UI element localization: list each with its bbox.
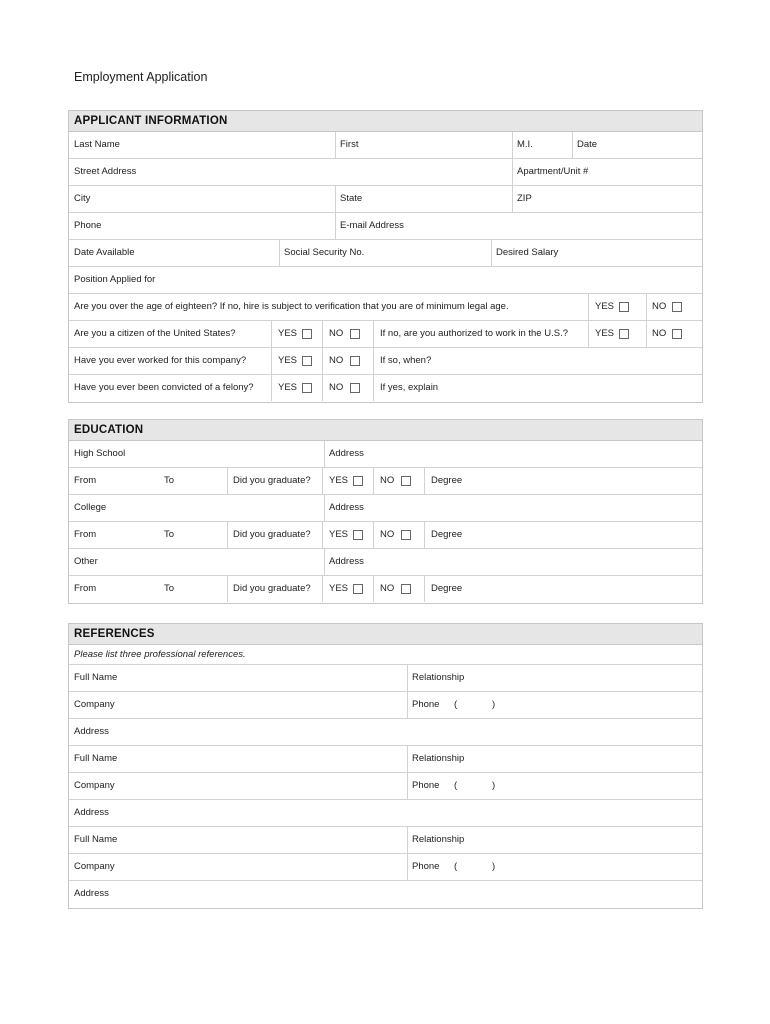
college-from-field[interactable]: From — [74, 529, 97, 540]
high-school-from-field[interactable]: From — [74, 475, 97, 486]
college-to-field[interactable]: To — [164, 529, 175, 540]
citizen-question-row — [69, 321, 702, 348]
references-header: REFERENCES — [69, 624, 702, 645]
citizen-yes-checkbox[interactable] — [302, 329, 312, 339]
middle-initial-field[interactable]: M.I. — [517, 139, 533, 150]
college-dates-row — [69, 522, 702, 549]
first-name-field[interactable]: First — [340, 139, 359, 150]
reference-1-phone-field[interactable]: Phone — [412, 699, 440, 710]
college-no-checkbox[interactable] — [401, 530, 411, 540]
other-yes-checkbox[interactable] — [353, 584, 363, 594]
reference-3-full-name-field[interactable]: Full Name — [74, 834, 118, 845]
reference-2-phone-paren-close: ) — [492, 780, 496, 791]
felony-no-checkbox[interactable] — [350, 383, 360, 393]
felony-question-row — [69, 375, 702, 402]
college-no-label: NO — [380, 529, 395, 540]
apartment-field[interactable]: Apartment/Unit # — [517, 166, 589, 177]
reference-3-phone-paren-open: ( — [454, 861, 458, 872]
felony-yes-label: YES — [278, 382, 298, 393]
other-row — [69, 549, 702, 576]
street-row — [69, 159, 702, 186]
authorized-question-label: If no, are you authorized to work in the U.S.? — [380, 328, 568, 339]
reference-2-company-row — [69, 773, 702, 800]
high-school-address-field[interactable]: Address — [329, 448, 364, 459]
email-field[interactable]: E-mail Address — [340, 220, 404, 231]
reference-3-address-row — [69, 881, 702, 908]
high-school-no-label: NO — [380, 475, 395, 486]
name-row — [69, 132, 702, 159]
age-no-label: NO — [652, 301, 667, 312]
reference-3-name-row — [69, 827, 702, 854]
felony-explain-field[interactable]: If yes, explain — [380, 382, 439, 393]
reference-3-phone-field[interactable]: Phone — [412, 861, 440, 872]
other-degree-field[interactable]: Degree — [431, 583, 463, 594]
reference-1-company-row — [69, 692, 702, 719]
high-school-to-field[interactable]: To — [164, 475, 175, 486]
other-school-field[interactable]: Other — [74, 556, 98, 567]
authorized-yes-label: YES — [595, 328, 615, 339]
authorized-yes-checkbox[interactable] — [619, 329, 629, 339]
high-school-dates-row — [69, 468, 702, 495]
other-yes-label: YES — [329, 583, 349, 594]
other-to-field[interactable]: To — [164, 583, 175, 594]
high-school-degree-field[interactable]: Degree — [431, 475, 463, 486]
authorized-no-label: NO — [652, 328, 667, 339]
position-row — [69, 267, 702, 294]
other-no-label: NO — [380, 583, 395, 594]
citizen-question-label: Are you a citizen of the United States? — [74, 328, 236, 339]
other-dates-row — [69, 576, 702, 603]
reference-3-company-field[interactable]: Company — [74, 861, 115, 872]
reference-1-phone-paren-open: ( — [454, 699, 458, 710]
worked-no-checkbox[interactable] — [350, 356, 360, 366]
citizen-yes-label: YES — [278, 328, 298, 339]
college-field[interactable]: College — [74, 502, 107, 513]
felony-question-label: Have you ever been convicted of a felony? — [74, 382, 254, 393]
reference-1-relationship-field[interactable]: Relationship — [412, 672, 465, 683]
college-degree-field[interactable]: Degree — [431, 529, 463, 540]
reference-1-address-row — [69, 719, 702, 746]
worked-when-field[interactable]: If so, when? — [380, 355, 432, 366]
age-yes-label: YES — [595, 301, 615, 312]
reference-2-name-row — [69, 746, 702, 773]
city-row — [69, 186, 702, 213]
felony-yes-checkbox[interactable] — [302, 383, 312, 393]
other-address-field[interactable]: Address — [329, 556, 364, 567]
availability-row — [69, 240, 702, 267]
date-field[interactable]: Date — [577, 139, 598, 150]
college-yes-label: YES — [329, 529, 349, 540]
reference-2-company-field[interactable]: Company — [74, 780, 115, 791]
desired-salary-field[interactable]: Desired Salary — [496, 247, 559, 258]
other-from-field[interactable]: From — [74, 583, 97, 594]
authorized-no-checkbox[interactable] — [672, 329, 682, 339]
high-school-no-checkbox[interactable] — [401, 476, 411, 486]
zip-field[interactable]: ZIP — [517, 193, 532, 204]
age-question-label: Are you over the age of eighteen? If no, hire is subject to verification that you are of minimum legal age. — [74, 301, 509, 312]
college-address-field[interactable]: Address — [329, 502, 364, 513]
worked-no-label: NO — [329, 355, 344, 366]
reference-1-address-field[interactable]: Address — [74, 726, 109, 737]
date-available-field[interactable]: Date Available — [74, 247, 135, 258]
education-section — [68, 419, 703, 604]
references-note: Please list three professional references. — [69, 645, 702, 665]
applicant-information-header: APPLICANT INFORMATION — [69, 111, 702, 132]
city-field[interactable]: City — [74, 193, 91, 204]
worked-yes-label: YES — [278, 355, 298, 366]
reference-2-address-row — [69, 800, 702, 827]
reference-2-full-name-field[interactable]: Full Name — [74, 753, 118, 764]
reference-2-address-field[interactable]: Address — [74, 807, 109, 818]
reference-3-company-row — [69, 854, 702, 881]
college-graduate-label: Did you graduate? — [233, 529, 311, 540]
reference-2-phone-field[interactable]: Phone — [412, 780, 440, 791]
position-applied-field[interactable]: Position Applied for — [74, 274, 156, 285]
high-school-row — [69, 441, 702, 468]
ssn-field[interactable]: Social Security No. — [284, 247, 365, 258]
applicant-information-section — [68, 110, 703, 403]
worked-question-label: Have you ever worked for this company? — [74, 355, 247, 366]
reference-1-company-field[interactable]: Company — [74, 699, 115, 710]
high-school-field[interactable]: High School — [74, 448, 126, 459]
age-no-checkbox[interactable] — [672, 302, 682, 312]
reference-2-relationship-field[interactable]: Relationship — [412, 753, 465, 764]
reference-1-full-name-field[interactable]: Full Name — [74, 672, 118, 683]
college-row — [69, 495, 702, 522]
reference-3-phone-paren-close: ) — [492, 861, 496, 872]
references-section — [68, 623, 703, 909]
reference-2-phone-paren-open: ( — [454, 780, 458, 791]
age-question-row — [69, 294, 702, 321]
worked-question-row — [69, 348, 702, 375]
other-graduate-label: Did you graduate? — [233, 583, 311, 594]
last-name-field[interactable]: Last Name — [74, 139, 120, 150]
citizen-no-checkbox[interactable] — [350, 329, 360, 339]
phone-row — [69, 213, 702, 240]
worked-yes-checkbox[interactable] — [302, 356, 312, 366]
felony-no-label: NO — [329, 382, 344, 393]
age-yes-checkbox[interactable] — [619, 302, 629, 312]
high-school-yes-checkbox[interactable] — [353, 476, 363, 486]
high-school-yes-label: YES — [329, 475, 349, 486]
reference-1-phone-paren-close: ) — [492, 699, 496, 710]
reference-3-relationship-field[interactable]: Relationship — [412, 834, 465, 845]
document-title: Employment Application — [74, 70, 208, 84]
other-no-checkbox[interactable] — [401, 584, 411, 594]
college-yes-checkbox[interactable] — [353, 530, 363, 540]
high-school-graduate-label: Did you graduate? — [233, 475, 311, 486]
education-header: EDUCATION — [69, 420, 702, 441]
phone-field[interactable]: Phone — [74, 220, 102, 231]
street-address-field[interactable]: Street Address — [74, 166, 137, 177]
citizen-no-label: NO — [329, 328, 344, 339]
reference-3-address-field[interactable]: Address — [74, 888, 109, 899]
state-field[interactable]: State — [340, 193, 363, 204]
reference-1-name-row — [69, 665, 702, 692]
